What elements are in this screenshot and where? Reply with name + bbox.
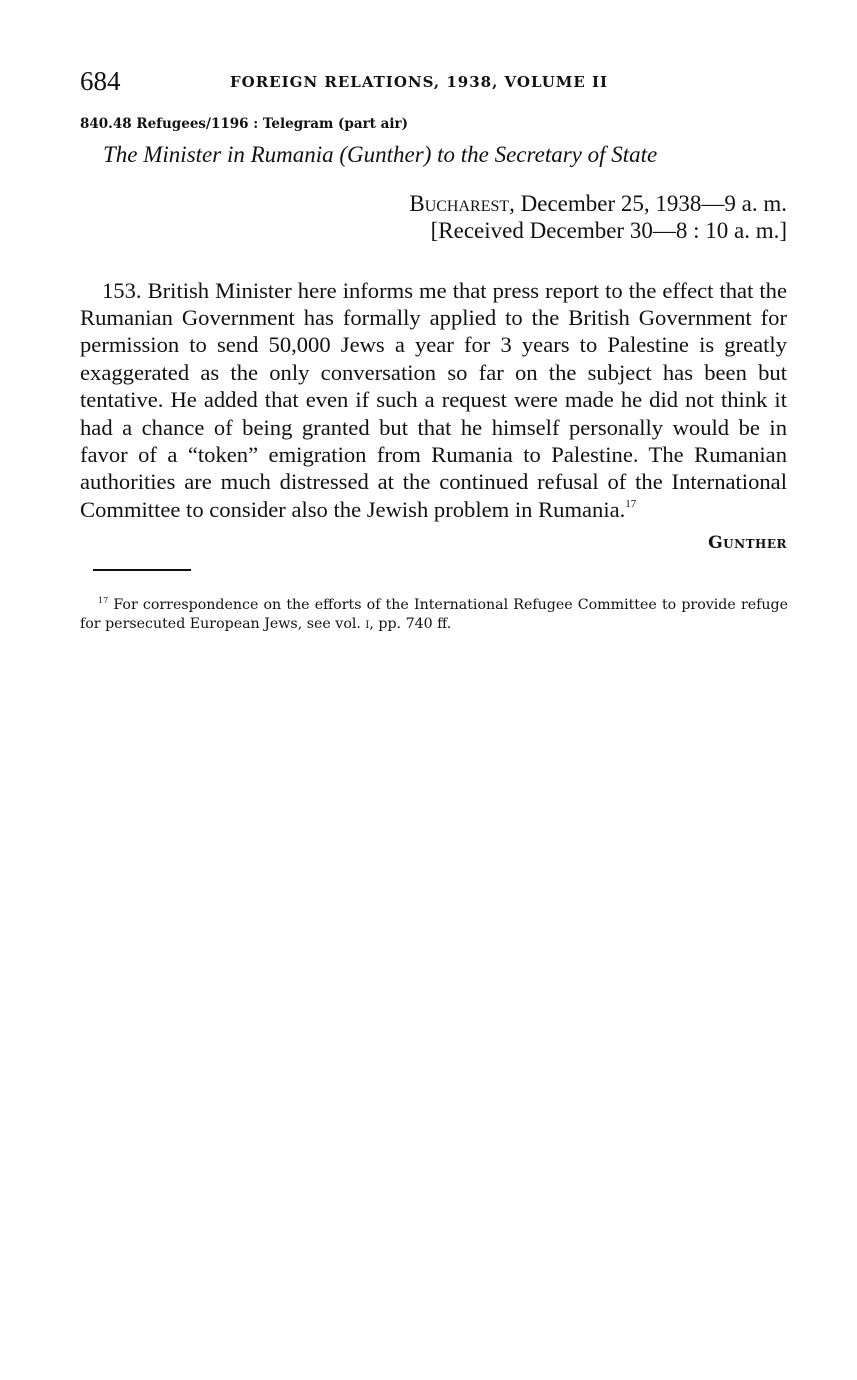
footnote-text-start: For correspondence on the efforts of the International Refugee Committee to provide refuge for persecuted European Jews, see vol. [80, 597, 788, 633]
footnote-reference: 17 [625, 497, 637, 510]
dateline [409, 190, 787, 244]
footnote [80, 596, 788, 634]
sent-dateline [409, 190, 787, 217]
dateline-date: , December 25, 1938—9 a. m. [509, 191, 787, 216]
received-dateline: [Received December 30—8 : 10 a. m.] [430, 218, 787, 243]
telegram-body-text: 153. British Minister here informs me that press report to the effect that the Rumanian Government has formally applied to the British Government for permission to send 50,000 Jews a year for 3 years to Palestine is greatly exaggerated as the only conversation so far on the subject has been but tentative. He added that even if such a request were made he did not think it had a chance of being granted but that he himself personally would be in favor of a “token” emigration from Rumania to Palestine. The Rumanian authorities are much distressed at the continued refusal of the International Committee to consider also the Jewish problem in Rumania. [80, 277, 787, 522]
dateline-place: Bucharest [409, 191, 510, 216]
footnote-text-end: , pp. 740 ff. [369, 616, 452, 633]
telegram-body [80, 277, 787, 524]
footnote-volume: i [365, 616, 370, 633]
footnote-divider [93, 569, 191, 571]
running-head: FOREIGN RELATIONS, 1938, VOLUME II [230, 73, 609, 91]
footnote-marker: 17 [98, 596, 109, 606]
page-header [80, 66, 787, 98]
signature: Gunther [708, 533, 787, 553]
page-number: 684 [80, 66, 121, 96]
document-title: The Minister in Rumania (Gunther) to the Secretary of State [103, 142, 658, 167]
file-reference: 840.48 Refugees/1196 : Telegram (part air) [80, 116, 408, 132]
